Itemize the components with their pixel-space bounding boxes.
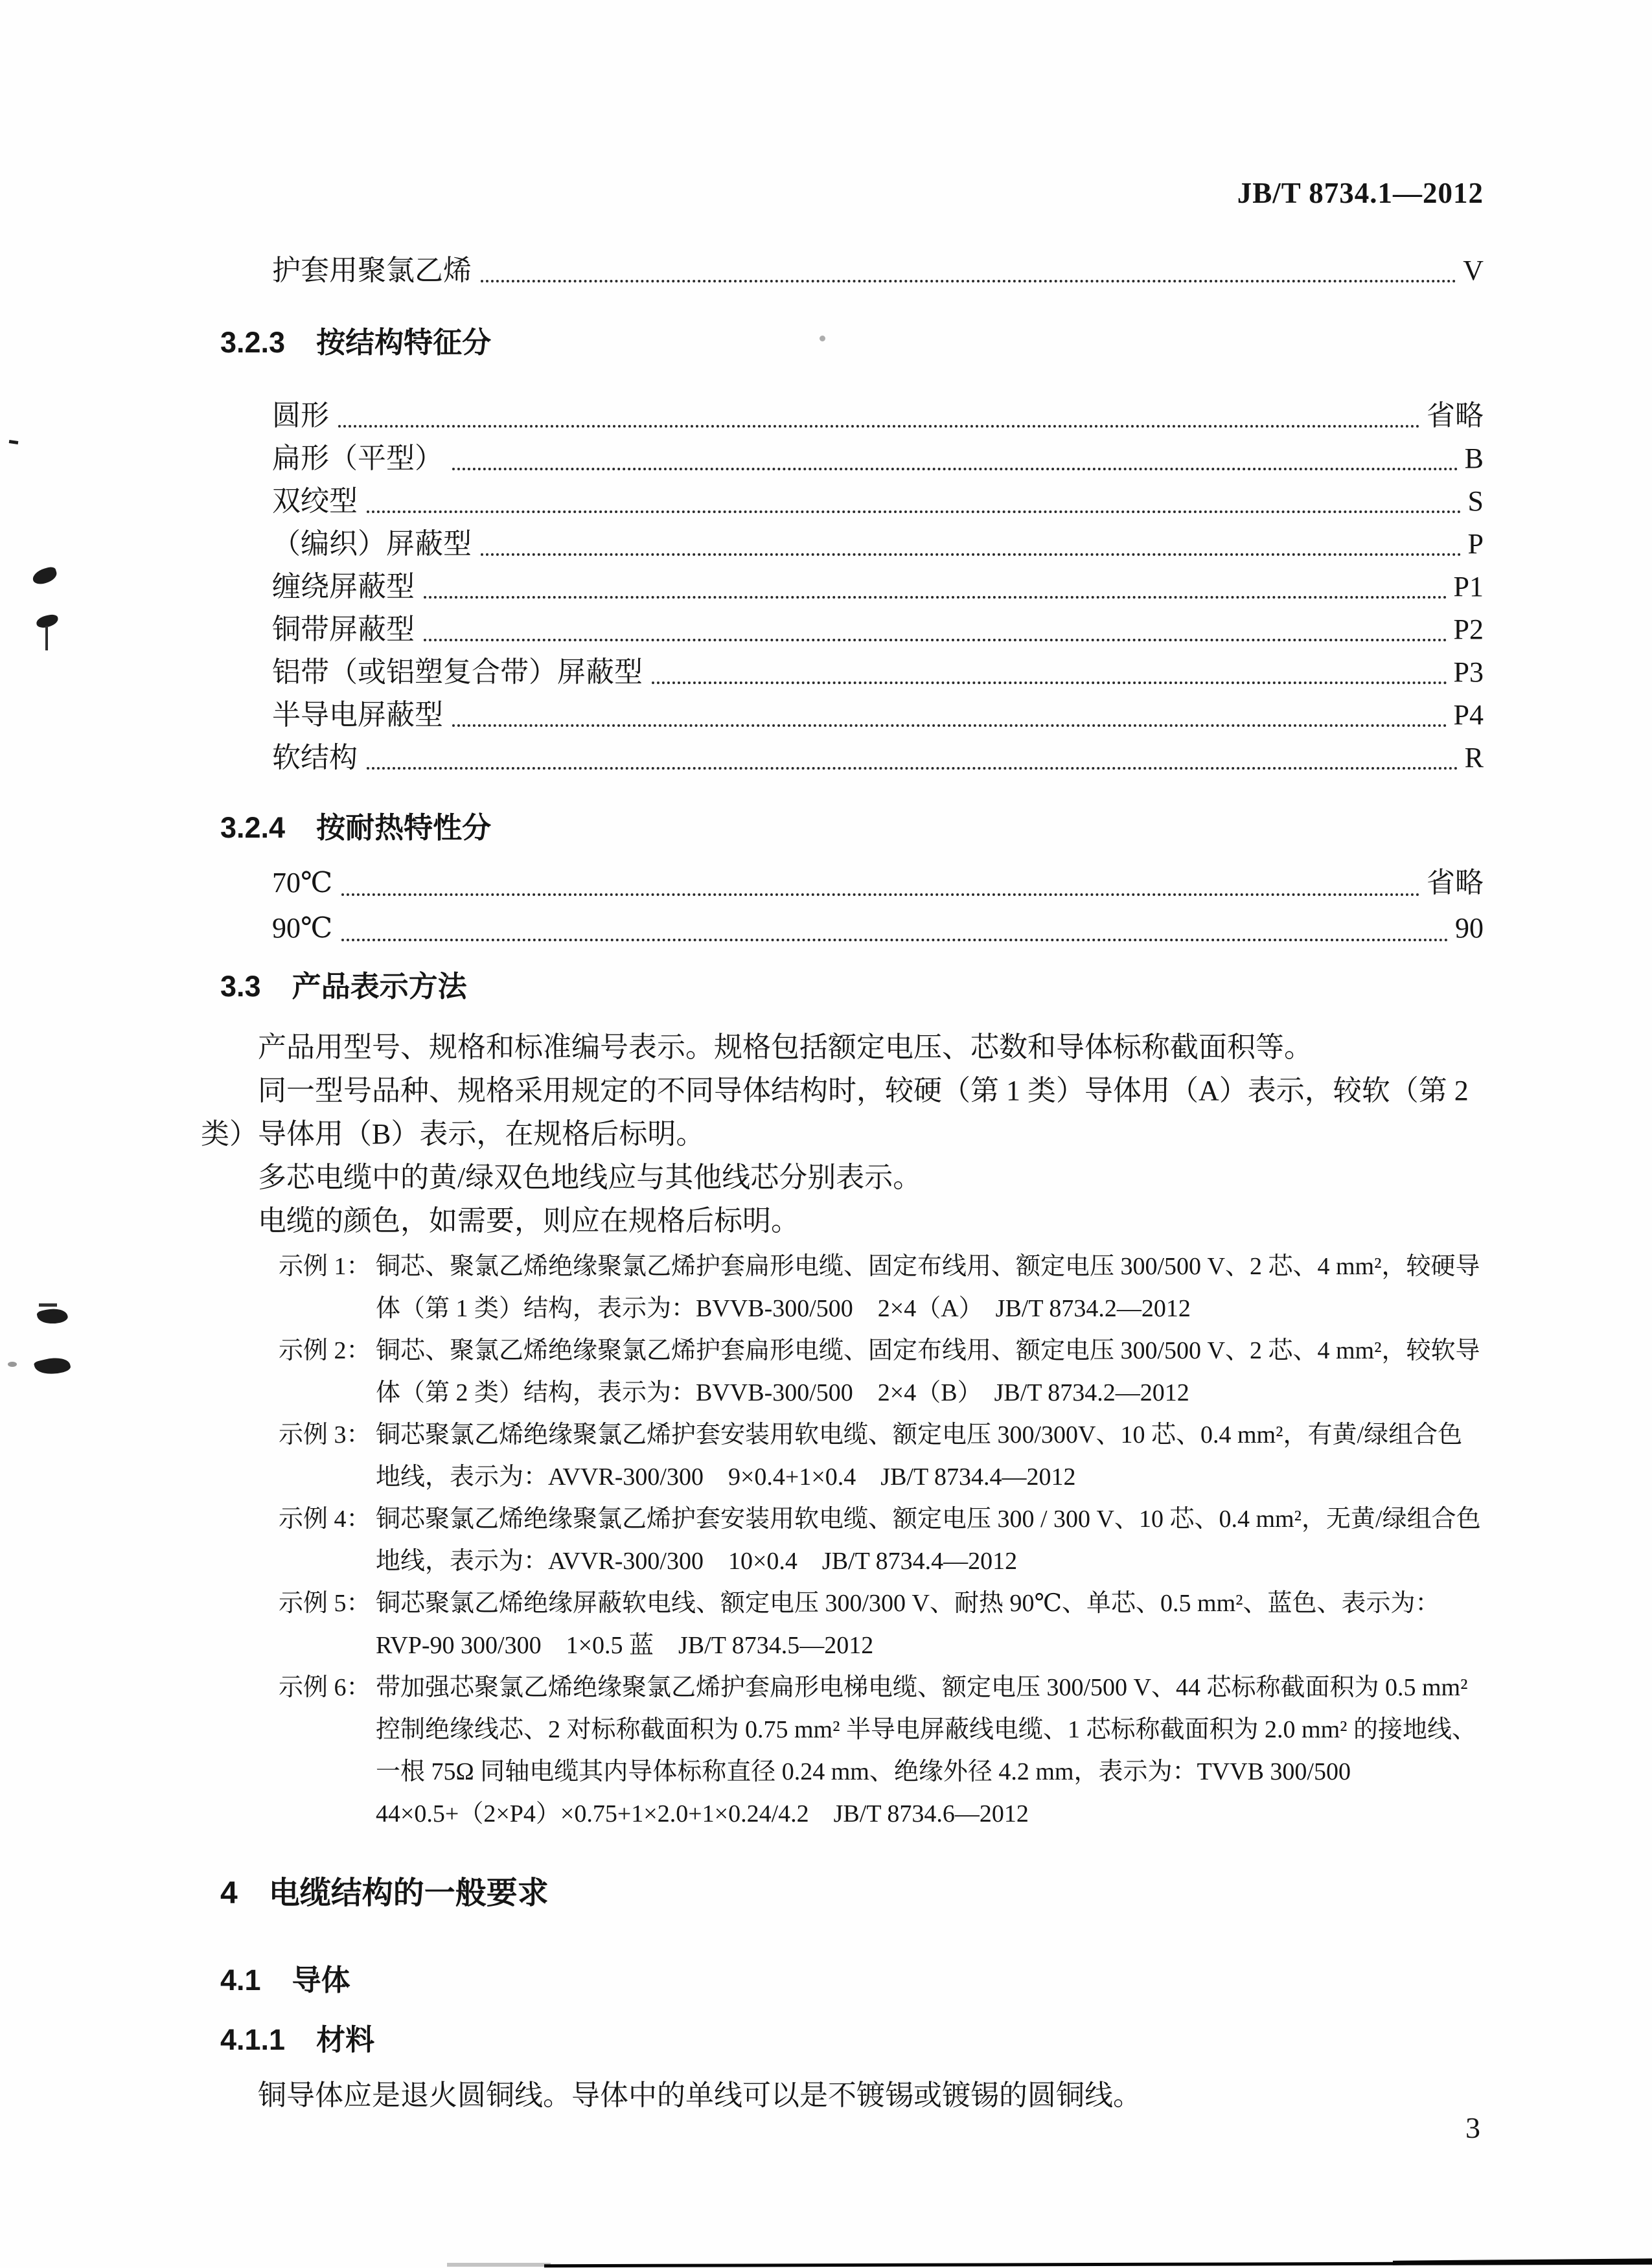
section-heading-4-1-1 bbox=[220, 2021, 1484, 2059]
example-label: 示例 6： bbox=[279, 1674, 371, 1701]
example-item bbox=[201, 1498, 1484, 1583]
toc-value: 省略 bbox=[1427, 867, 1484, 899]
example-item bbox=[201, 1246, 1484, 1330]
toc-label: 半导电屏蔽型 bbox=[272, 699, 443, 731]
dotted-leader bbox=[367, 767, 1458, 770]
section-title: 产品表示方法 bbox=[292, 970, 467, 1003]
toc-value: P bbox=[1467, 528, 1484, 560]
toc-row bbox=[201, 608, 1484, 651]
toc-label: 缠绕屏蔽型 bbox=[272, 571, 415, 602]
dotted-leader bbox=[424, 639, 1447, 641]
structure-classification-list bbox=[201, 395, 1484, 779]
example-text: 铜芯、聚氯乙烯绝缘聚氯乙烯护套扁形电缆、固定布线用、额定电压 300/500 V、2 芯、4 mm²，较软导体（第 2 类）结构，表示为：BVVB-300/500 2×4（B） JB/T 8734.2—2012 bbox=[376, 1337, 1480, 1406]
section-number: 3.2.4 bbox=[220, 811, 286, 844]
toc-row bbox=[201, 737, 1484, 779]
dotted-leader bbox=[481, 280, 1456, 282]
example-label: 示例 3： bbox=[279, 1421, 371, 1449]
toc-row bbox=[201, 480, 1484, 523]
toc-row bbox=[201, 523, 1484, 566]
ink-mark bbox=[31, 566, 59, 586]
example-label: 示例 5： bbox=[279, 1590, 371, 1617]
toc-label: 铜带屏蔽型 bbox=[272, 613, 415, 645]
page-number: 3 bbox=[1465, 2111, 1480, 2144]
ink-mark bbox=[9, 440, 19, 444]
section-number: 3.2.3 bbox=[220, 326, 286, 359]
section-heading-3-3 bbox=[220, 967, 1484, 1006]
dotted-leader bbox=[481, 553, 1462, 556]
section-title: 导体 bbox=[292, 1964, 350, 1997]
toc-value: B bbox=[1464, 442, 1484, 474]
doc-code-header: JB/T 8734.1—2012 bbox=[1237, 177, 1484, 209]
dotted-leader bbox=[341, 893, 1420, 896]
paragraph: 同一型号品种、规格采用规定的不同导体结构时，较硬（第 1 类）导体用（A）表示，较软（第 2 类）导体用（B）表示，在规格后标明。 bbox=[201, 1075, 1469, 1150]
toc-row bbox=[201, 566, 1484, 608]
dotted-leader bbox=[367, 510, 1462, 513]
body-paragraphs bbox=[201, 1025, 1484, 1243]
toc-value: P1 bbox=[1453, 571, 1484, 602]
dotted-leader bbox=[452, 724, 1447, 727]
example-text: 铜芯聚氯乙烯绝缘屏蔽软电线、额定电压 300/300 V、耐热 90℃、单芯、0.5 mm²、蓝色、表示为：RVP-90 300/300 1×0.5 蓝 JB/T 8734.5—2012 bbox=[376, 1590, 1440, 1659]
toc-row bbox=[201, 437, 1484, 480]
toc-row bbox=[201, 860, 1484, 906]
section-number: 4.1.1 bbox=[220, 2023, 286, 2056]
toc-label: 扁形（平型） bbox=[272, 442, 443, 474]
example-label: 示例 2： bbox=[279, 1337, 371, 1364]
example-list bbox=[201, 1246, 1484, 1835]
page-content bbox=[201, 249, 1484, 2146]
section-number: 4 bbox=[220, 1876, 238, 1910]
dotted-leader bbox=[338, 425, 1420, 428]
section-heading-4-1 bbox=[220, 1961, 1484, 2000]
toc-value: 90 bbox=[1455, 912, 1484, 944]
toc-value: P2 bbox=[1453, 613, 1484, 645]
example-text: 铜芯、聚氯乙烯绝缘聚氯乙烯护套扁形电缆、固定布线用、额定电压 300/500 V、2 芯、4 mm²，较硬导体（第 1 类）结构，表示为：BVVB-300/500 2×4（A） JB/T 8734.2—2012 bbox=[376, 1253, 1480, 1322]
toc-label: 圆形 bbox=[272, 400, 329, 431]
toc-row bbox=[201, 694, 1484, 737]
dotted-leader bbox=[452, 468, 1458, 470]
dotted-leader bbox=[652, 682, 1447, 684]
section-title: 按耐热特性分 bbox=[316, 811, 492, 844]
section-heading-3-2-3 bbox=[220, 323, 1484, 362]
example-text: 带加强芯聚氯乙烯绝缘聚氯乙烯护套扁形电梯电缆、额定电压 300/500 V、44 芯标称截面积为 0.5 mm² 控制绝缘线芯、2 对标称截面积为 0.75 mm² 半导电屏蔽线电缆、1 芯标称截面积为 2.0 mm² 的接地线、一根 75Ω 同轴电缆其内导体标称直径 0.24 mm、绝缘外径 4.2 mm，表示为：TVVB 300/500 44×0.5+（2×P4）×0.75+1×2.0+1×0.24/4.2 JB/T 8734.6—2012 bbox=[376, 1674, 1477, 1827]
scan-artifact-strip bbox=[447, 2263, 551, 2267]
section-number: 3.3 bbox=[220, 970, 261, 1003]
section-title: 材料 bbox=[316, 2023, 375, 2056]
toc-value: S bbox=[1467, 485, 1484, 517]
ink-mark bbox=[45, 626, 48, 650]
section-title: 电缆结构的一般要求 bbox=[268, 1876, 549, 1910]
dotted-leader bbox=[341, 939, 1449, 941]
example-item bbox=[201, 1583, 1484, 1667]
section-number: 4.1 bbox=[220, 1964, 261, 1997]
toc-value: P4 bbox=[1453, 699, 1484, 731]
toc-row bbox=[201, 651, 1484, 694]
ink-mark bbox=[36, 1305, 69, 1327]
dotted-leader bbox=[424, 596, 1447, 599]
paragraph: 产品用型号、规格和标准编号表示。规格包括额定电压、芯数和导体标称截面积等。 bbox=[258, 1031, 1313, 1063]
paragraph: 铜导体应是退火圆铜线。导体中的单线可以是不镀锡或镀锡的圆铜线。 bbox=[258, 2079, 1141, 2111]
heat-resistance-list bbox=[201, 860, 1484, 951]
toc-row bbox=[201, 906, 1484, 951]
example-label: 示例 1： bbox=[279, 1253, 371, 1280]
toc-value: P3 bbox=[1453, 656, 1484, 688]
paragraph: 电缆的颜色，如需要，则应在规格后标明。 bbox=[258, 1205, 799, 1237]
section-heading-3-2-4 bbox=[220, 808, 1484, 847]
toc-value: V bbox=[1463, 255, 1484, 286]
ink-mark bbox=[8, 1362, 17, 1367]
example-item bbox=[201, 1667, 1484, 1835]
section-heading-4 bbox=[220, 1873, 1484, 1914]
paragraph: 多芯电缆中的黄/绿双色地线应与其他线芯分别表示。 bbox=[258, 1162, 922, 1193]
ink-mark bbox=[39, 1303, 57, 1307]
toc-label: 护套用聚氯乙烯 bbox=[272, 255, 472, 286]
toc-value: 省略 bbox=[1427, 400, 1484, 431]
section-title: 按结构特征分 bbox=[316, 326, 492, 359]
ink-mark bbox=[820, 336, 825, 341]
toc-label: 软结构 bbox=[272, 742, 358, 773]
example-label: 示例 4： bbox=[279, 1506, 371, 1533]
toc-row bbox=[201, 249, 1484, 292]
toc-value: R bbox=[1464, 742, 1484, 773]
example-text: 铜芯聚氯乙烯绝缘聚氯乙烯护套安装用软电缆、额定电压 300 / 300 V、10 芯、0.4 mm²，无黄/绿组合色地线，表示为：AVVR-300/300 10×0.4 JB/T 8734.4—2012 bbox=[376, 1506, 1481, 1575]
example-item bbox=[201, 1414, 1484, 1498]
toc-row bbox=[201, 395, 1484, 437]
toc-label: 铝带（或铝塑复合带）屏蔽型 bbox=[272, 656, 643, 688]
example-item bbox=[201, 1330, 1484, 1414]
example-text: 铜芯聚氯乙烯绝缘聚氯乙烯护套安装用软电缆、额定电压 300/300V、10 芯、0.4 mm²，有黄/绿组合色地线，表示为：AVVR-300/300 9×0.4+1×0.4 JB/T 8734.4—2012 bbox=[376, 1421, 1463, 1491]
toc-label: 70℃ bbox=[272, 867, 333, 899]
toc-label: 90℃ bbox=[272, 912, 333, 944]
toc-label: 双绞型 bbox=[272, 485, 358, 517]
toc-label: （编织）屏蔽型 bbox=[272, 528, 472, 560]
ink-mark bbox=[34, 1354, 72, 1379]
